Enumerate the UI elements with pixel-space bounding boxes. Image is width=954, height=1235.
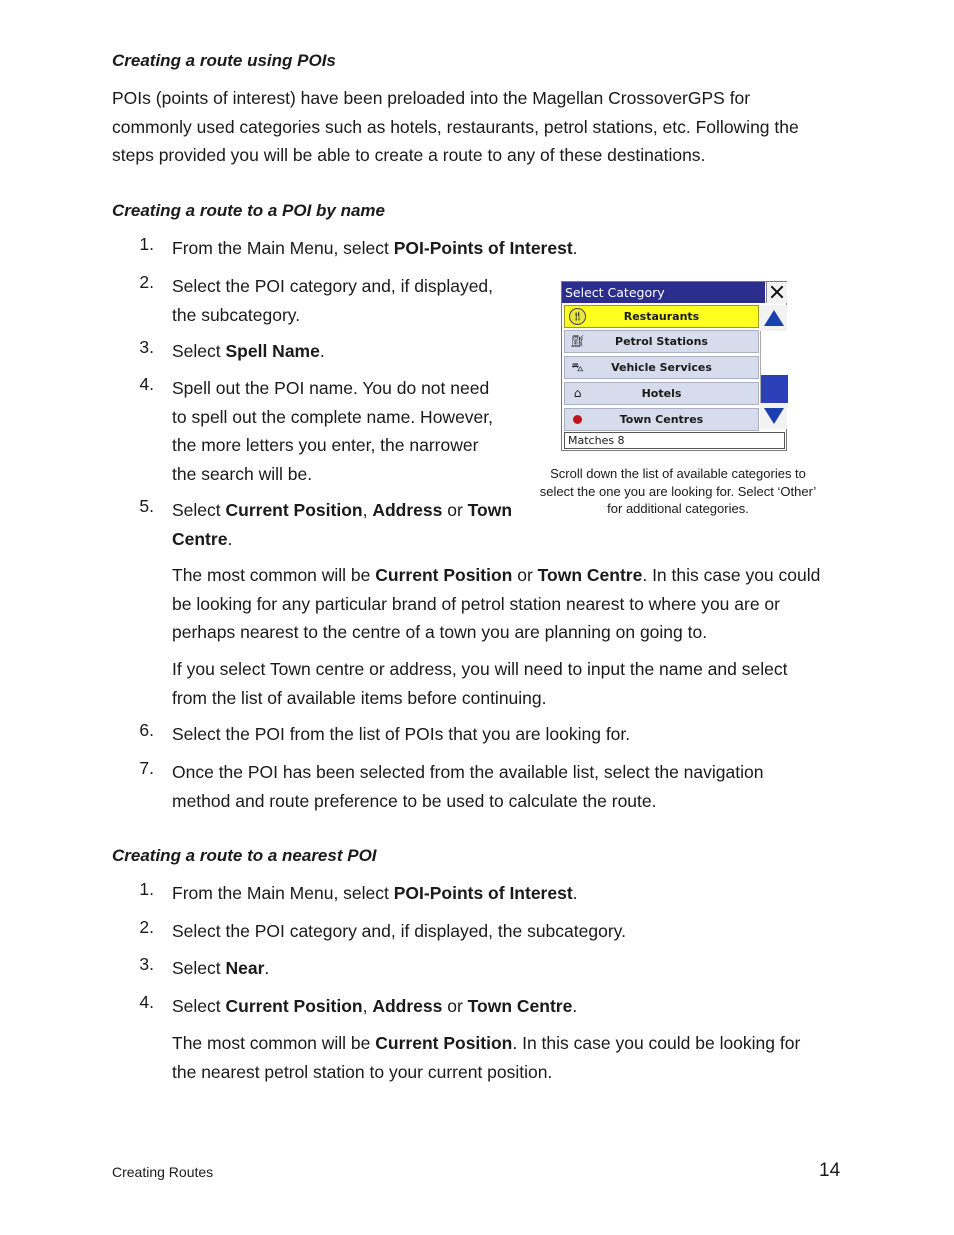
step-number: 2. xyxy=(139,272,154,292)
category-row-hotels[interactable]: ⌂ Hotels xyxy=(564,382,759,405)
step-6-text: Select the POI from the list of POIs that you are looking for. xyxy=(172,724,631,744)
section-heading-nearest-poi: Creating a route to a nearest POI xyxy=(112,846,377,865)
intro-line: POIs (points of interest) have been preloaded into the Magellan CrossoverGPS for xyxy=(112,88,751,108)
category-row-restaurants[interactable]: 🍴︎ Restaurants xyxy=(564,305,759,328)
close-icon[interactable] xyxy=(766,282,787,303)
step-5-note-1: The most common will be Current Position or Town Centre. In this case you could be looking for any particular brand of petrol station nearest to where you are or perhaps nearest to the centre of a town you are planning on going to. xyxy=(172,565,821,642)
nearest-step-4-text: Select Current Position, Address or Town Centre. xyxy=(172,996,578,1016)
screen-title: Select Category xyxy=(562,282,765,303)
scroll-thumb[interactable] xyxy=(761,375,788,403)
step-3-text: Select Spell Name. xyxy=(172,341,325,361)
nearest-step-3-text: Select Near. xyxy=(172,958,270,978)
step-5-note-2: If you select Town centre or address, you will need to input the name and select from the list of available items before continuing. xyxy=(172,659,788,708)
intro-line: commonly used categories such as hotels, restaurants, petrol stations, etc. Following the xyxy=(112,116,799,137)
page-number: 14 xyxy=(819,1160,841,1181)
fuel-pump-icon: ⛽︎ xyxy=(569,334,586,348)
nearest-step-1-text: From the Main Menu, select POI-Points of Interest. xyxy=(172,883,578,903)
step-number: 3. xyxy=(139,954,154,974)
scroll-down-arrow-icon[interactable] xyxy=(760,403,787,429)
step-number: 1. xyxy=(139,234,154,254)
bed-icon: ⌂ xyxy=(573,386,582,400)
step-number: 4. xyxy=(139,992,154,1012)
scroll-up-arrow-icon[interactable] xyxy=(760,305,787,331)
category-row-town-centres[interactable]: Town Centres xyxy=(564,408,759,431)
step-number: 6. xyxy=(139,720,154,740)
figure-caption: Scroll down the list of available categories to select the one you are looking for. Select ‘Other’ for additional categories. xyxy=(539,466,817,516)
device-screenshot-select-category xyxy=(561,281,787,451)
step-2-text: Select the POI category and, if displayed, the subcategory. xyxy=(172,276,494,325)
step-4-text: Spell out the POI name. You do not need to spell out the complete name. However, the more letters you enter, the narrower the search will be. xyxy=(172,378,494,484)
section-heading-poi-by-name: Creating a route to a POI by name xyxy=(112,201,386,220)
category-row-petrol-stations[interactable]: ⛽︎ Petrol Stations xyxy=(564,330,759,353)
step-number: 7. xyxy=(139,758,154,778)
category-row-vehicle-services[interactable]: ⛍︎ Vehicle Services xyxy=(564,356,759,379)
scrollbar[interactable] xyxy=(760,305,787,429)
step-number: 2. xyxy=(139,917,154,937)
intro-line: steps provided you will be able to create a route to any of these destinations. xyxy=(112,145,706,165)
step-number: 3. xyxy=(139,337,154,357)
step-number: 5. xyxy=(139,496,154,516)
matches-count: Matches 8 xyxy=(564,432,785,449)
step-number: 1. xyxy=(139,879,154,899)
intro-paragraph xyxy=(112,84,799,170)
nearest-step-2-text: Select the POI category and, if displayed, the subcategory. xyxy=(172,921,626,941)
step-number: 4. xyxy=(139,374,154,394)
section-heading-route-using-pois: Creating a route using POIs xyxy=(112,51,336,70)
step-1-text: From the Main Menu, select POI-Points of Interest. xyxy=(172,238,578,258)
step-5-text: Select Current Position, Address or Town Centre. xyxy=(172,500,513,549)
scroll-track[interactable] xyxy=(760,331,787,403)
fork-knife-icon: 🍴︎ xyxy=(569,308,586,325)
step-7-text: Once the POI has been selected from the available list, select the navigation method and route preference to be used to calculate the route. xyxy=(172,762,764,811)
car-icon: ⛍︎ xyxy=(571,360,584,374)
footer-section-name: Creating Routes xyxy=(112,1164,214,1180)
red-dot-icon xyxy=(569,411,586,428)
nearest-step-4-note: The most common will be Current Position. In this case you could be looking for the nearest petrol station to your current position. xyxy=(172,1033,801,1082)
